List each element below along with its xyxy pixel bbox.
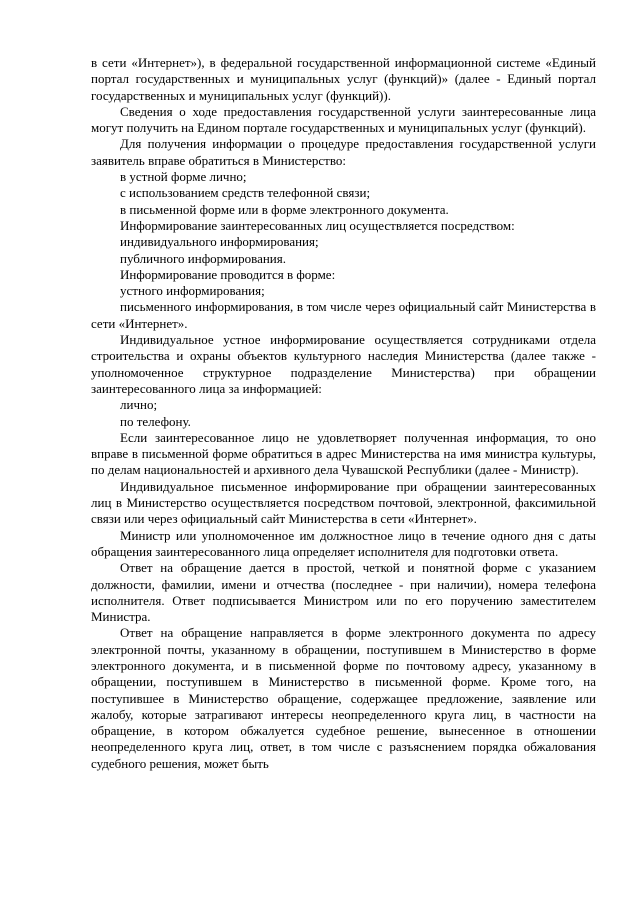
list-item: индивидуального информирования; [120, 234, 319, 250]
list-item: устного информирования; [120, 283, 265, 299]
paragraph: Индивидуальное письменное информирование при обращении заинтересованных лиц в Министерство осуществляется посредством почтовой, электронной, факсимильной связи или через официальный сайт Министерства в сети «Интернет». [91, 478, 596, 527]
list-item: публичного информирования. [120, 250, 286, 266]
paragraph: Индивидуальное устное информирование осуществляется сотрудниками отдела строительства и охраны объектов культурного наследия Министерства (далее также - уполномоченное структурное подразделение Министерства) при обращении заинтересованного лица за информацией: [91, 332, 596, 396]
paragraph: Ответ на обращение направляется в форме электронного документа по адресу электронной почты, указанному в обращении, поступившем в Министерство в форме электронного документа, и в письменной форме по почтовому адресу, указанному в обращении, поступившем в Министерство в письменной форме. Кроме того, на поступившее в Министерство обращение, содержащее предложение, заявление или жалобу, которые затрагивают интересы неопределенного круга лиц, в частности на обращение, в котором обжалуется судебное решение, вынесенное в отношении неопределенного круга лиц, ответ, в том числе с разъяснением порядка обжалования судебного решения, может быть [91, 625, 596, 771]
list-item: по телефону. [120, 413, 191, 429]
list-item: с использованием средств телефонной связи; [120, 185, 371, 201]
paragraph: письменного информирования, в том числе через официальный сайт Министерства в сети «Интернет». [91, 299, 596, 331]
list-item: Информирование проводится в форме: [120, 266, 336, 282]
list-item: в письменной форме или в форме электронного документа. [120, 201, 449, 217]
paragraph: Министр или уполномоченное им должностное лицо в течение одного дня с даты обращения заинтересованного лица определяет исполнителя для подготовки ответа. [91, 527, 596, 559]
paragraph: Если заинтересованное лицо не удовлетворяет полученная информация, то оно вправе в письменной форме обратиться в адрес Министерства на имя министра культуры, по делам национальностей и архивного дела Чувашской Республики (далее - Министр). [91, 429, 596, 478]
list-item: в устной форме лично; [120, 169, 247, 185]
paragraph: Для получения информации о процедуре предоставления государственной услуги заявитель вправе обратиться в Министерство: [91, 136, 596, 168]
paragraph: Ответ на обращение дается в простой, четкой и понятной форме с указанием должности, фамилии, имени и отчества (последнее - при наличии), номера телефона исполнителя. Ответ подписывается Министром или по его поручению заместителем Министра. [91, 560, 596, 625]
paragraph: в сети «Интернет»), в федеральной государственной информационной системе «Единый портал государственных и муниципальных услуг (функций)» (далее - Единый портал государственных и муниципальных услуг (функций)). [91, 55, 596, 103]
document-body [91, 55, 596, 772]
list-item: лично; [120, 397, 158, 413]
list-item: Информирование заинтересованных лиц осуществляется посредством: [120, 217, 515, 233]
paragraph: Сведения о ходе предоставления государственной услуги заинтересованные лица могут получить на Едином портале государственных и муниципальных услуг (функций). [91, 103, 596, 136]
